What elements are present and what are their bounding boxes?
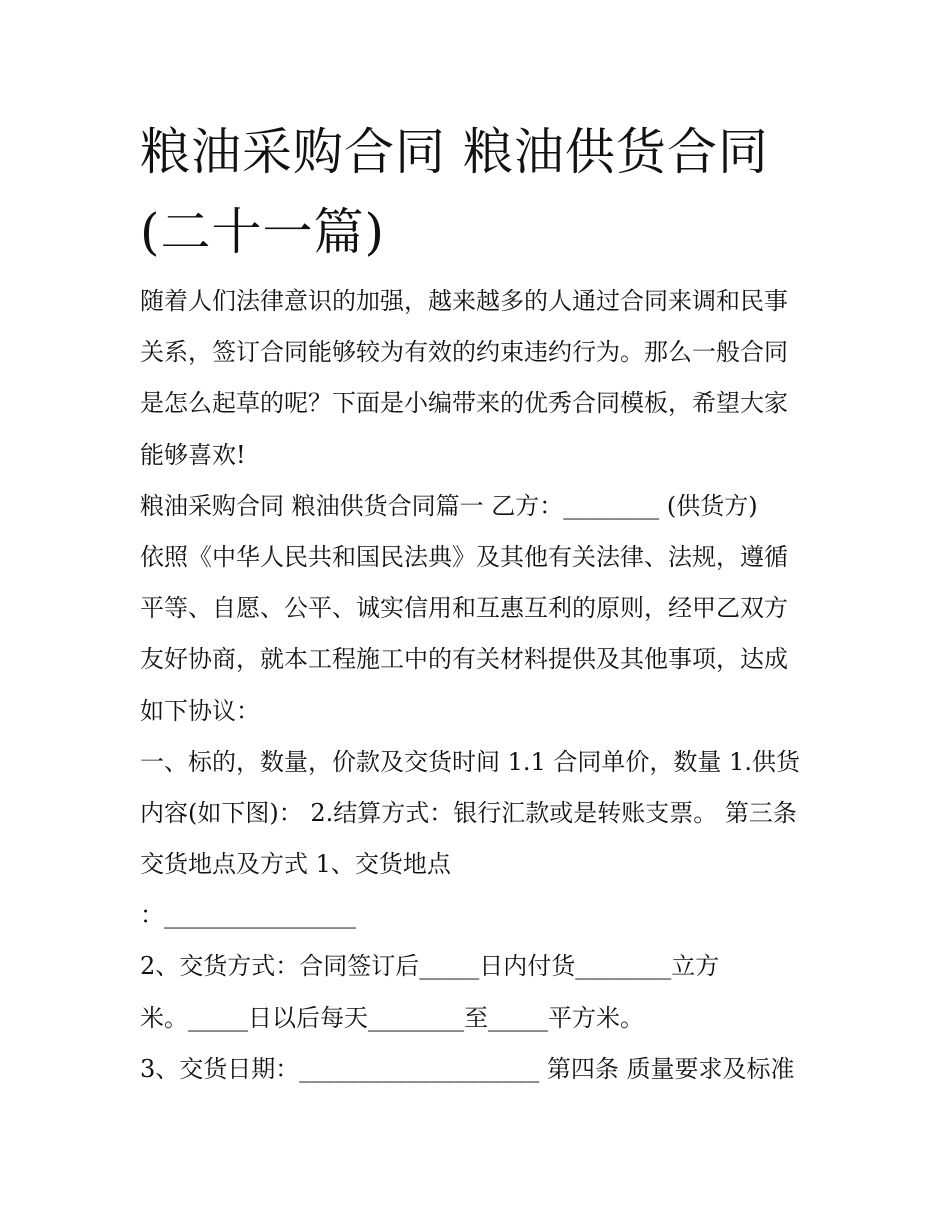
body-line-1: 随着人们法律意识的加强，越来越多的人通过合同来调和民事 [140,287,788,315]
body-line-9: 如下协议： [140,696,260,725]
body-line-2: 关系，签订合同能够较为有效的约束违约行为。那么一般合同 [140,338,788,367]
body-line-6: 依照《中华人民共和国民法典》及其他有关法律、法规，遵循 [140,542,788,571]
body-line-4: 能够喜欢! [140,440,246,469]
body-line-14: 2、交货方式：合同签订后_____日内付货________立方 [140,952,720,981]
title-line-2: (二十一篇) [140,203,386,261]
body-line-12: 交货地点及方式 1、交货地点 [140,850,451,879]
title-line-1: 粮油采购合同 粮油供货合同 [140,123,769,181]
body-line-15: 米。_____日以后每天________至_____平方米。 [140,1003,644,1032]
body-line-8: 友好协商，就本工程施工中的有关材料提供及其他事项，达成 [140,645,788,674]
body-line-7: 平等、自愿、公平、诚实信用和互惠互利的原则，经甲乙双方 [140,594,788,623]
document-body [140,276,820,1095]
body-line-13: ：________________ [140,901,356,930]
body-line-5: 粮油采购合同 粮油供货合同篇一 乙方：________ (供货方) [140,491,758,520]
body-line-16: 3、交货日期：____________________ 第四条 质量要求及标准 [140,1054,795,1083]
document-title [140,112,840,272]
body-line-11: 内容(如下图)： 2.结算方式：银行汇款或是转账支票。 第三条 [140,798,797,827]
body-line-10: 一、标的，数量，价款及交货时间 1.1 合同单价，数量 1.供货 [140,747,800,776]
body-line-3: 是怎么起草的呢？下面是小编带来的优秀合同模板，希望大家 [140,389,788,418]
